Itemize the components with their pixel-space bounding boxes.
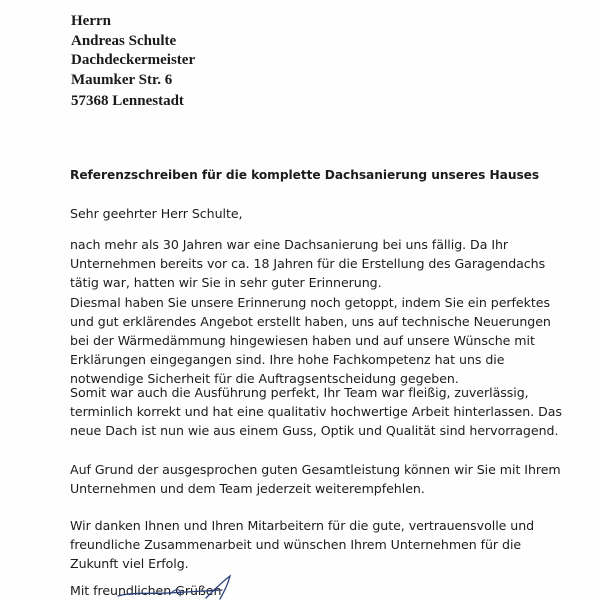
paragraph-4: [70, 516, 590, 574]
paragraph-3: [70, 460, 590, 498]
letter-salutation: Sehr geehrter Herr Schulte,: [70, 206, 243, 221]
paragraph-line: Diesmal haben Sie unsere Erinnerung noch getoppt, indem Sie ein perfektes: [70, 294, 550, 310]
recipient-address: [71, 12, 195, 90]
recipient-title: Dachdeckermeister: [71, 52, 196, 68]
paragraph-1: [70, 235, 590, 389]
paragraph-line: Auf Grund der ausgesprochen guten Gesamtleistung können wir Sie mit Ihrem: [70, 462, 561, 477]
recipient-name: Andreas Schulte: [71, 32, 177, 49]
recipient-street: Maumker Str. 6: [71, 71, 173, 88]
paragraph-line: tätig war, hatten wir Sie in sehr guter Erinnerung.: [70, 275, 382, 291]
paragraph-line: nach mehr als 30 Jahren war eine Dachsanierung bei uns fällig. Da Ihr: [70, 237, 509, 252]
paragraph-line: freundliche Zusammenarbeit und wünschen Ihrem Unternehmen für die: [70, 537, 522, 553]
paragraph-line: Wir danken Ihnen und Ihren Mitarbeitern für die gute, vertrauensvolle und: [70, 518, 535, 533]
paragraph-line: neue Dach ist nun wie aus einem Guss, Optik und Qualität sind hervorragend.: [70, 423, 559, 439]
recipient-city: 57368 Lennestadt: [71, 93, 184, 109]
letter-subject: Referenzschreiben für die komplette Dachsanierung unseres Hauses: [70, 168, 540, 182]
handwritten-signature: [110, 572, 250, 600]
paragraph-line: terminlich korrekt und hat eine qualitativ hochwertige Arbeit hinterlassen. Das: [70, 404, 562, 420]
paragraph-line: Erklärungen eingegangen sind. Ihre hohe Fachkompetenz hat uns die: [70, 352, 505, 368]
paragraph-2: [70, 383, 590, 441]
paragraph-line: Somit war auch die Ausführung perfekt, Ihr Team war fleißig, zuverlässig,: [70, 385, 529, 400]
paragraph-line: bei der Wärmedämmung hingewiesen haben und auf unsere Wünsche mit: [70, 333, 535, 349]
paragraph-line: Zukunft viel Erfolg.: [70, 556, 189, 572]
paragraph-line: Unternehmen und dem Team jederzeit weiterempfehlen.: [70, 481, 425, 497]
paragraph-line: notwendige Sicherheit für die Auftragsentscheidung gegeben.: [70, 371, 459, 387]
paragraph-line: Unternehmen bereits vor ca. 18 Jahren für die Erstellung des Garagendachs: [70, 256, 546, 272]
recipient-salutation-line: Herrn: [71, 13, 111, 29]
letter-closing: Mit freundlichen Grüßen: [70, 583, 222, 598]
paragraph-line: und gut erklärendes Angebot erstellt haben, uns auf technische Neuerungen: [70, 313, 551, 329]
